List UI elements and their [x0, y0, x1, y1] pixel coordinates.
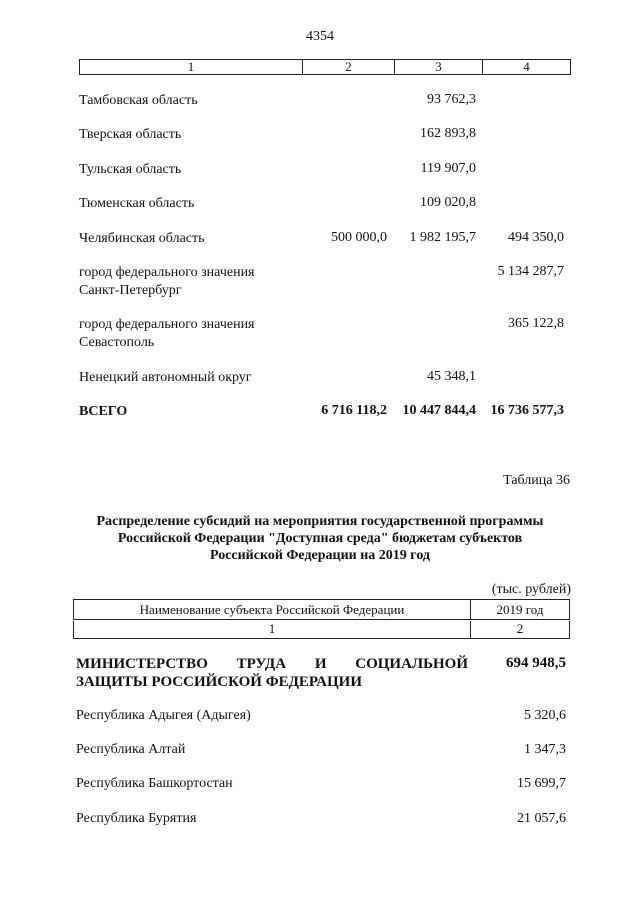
table-cell-c3: 93 762,3: [427, 92, 476, 107]
table-row-name: Тульская область: [79, 162, 182, 177]
table-cell-c2: 500 000,0: [331, 230, 387, 245]
table-cell-c4: 5 134 287,7: [497, 264, 564, 279]
col-header-1: 1: [80, 60, 303, 74]
col-header-2: 2: [303, 60, 395, 74]
table-row-name-cont: Севастополь: [79, 335, 155, 350]
table-cell-c3: 162 893,8: [420, 126, 476, 141]
total-label: ВСЕГО: [79, 404, 128, 419]
col-header-4: 4: [523, 59, 530, 74]
region-name: Республика Адыгея (Адыгея): [76, 708, 251, 723]
region-name: Республика Алтай: [76, 742, 186, 757]
region-name: Республика Башкортостан: [76, 776, 233, 791]
table-row-name: город федерального значения: [79, 317, 255, 332]
region-name: Республика Бурятия: [76, 811, 197, 826]
table-cell-c3: 109 020,8: [420, 195, 476, 210]
second-table-index-row: [73, 621, 570, 639]
units-label: (тыс. рублей): [491, 582, 571, 597]
title-line: Распределение субсидий на мероприятия государственной программы: [96, 514, 544, 529]
total-c4: 16 736 577,3: [490, 403, 564, 418]
region-value: 1 347,3: [524, 742, 566, 757]
ministry-line-1: [76, 655, 468, 673]
title-line: Российской Федерации "Доступная среда" бюджетам субъектов: [117, 531, 523, 546]
table-cell-c3: 45 348,1: [427, 369, 476, 384]
ministry-line-2: ЗАЩИТЫ РОССИЙСКОЙ ФЕДЕРАЦИИ: [76, 674, 363, 690]
header-subject-name: Наименование субъекта Российской Федерации: [74, 600, 471, 619]
region-value: 15 699,7: [517, 776, 566, 791]
second-table-header: [73, 599, 570, 620]
table-caption: Таблица 36: [503, 473, 570, 488]
ministry-word: ТРУДА: [236, 656, 287, 672]
total-c2: 6 716 118,2: [321, 403, 387, 418]
table-row-name: Ненецкий автономный округ: [79, 370, 252, 385]
table-cell-c4: 365 122,8: [508, 316, 564, 331]
col-header-3: 3: [395, 60, 483, 74]
title-line: Российской Федерации на 2019 год: [209, 548, 430, 563]
ministry-word: МИНИСТЕРСТВО: [76, 656, 208, 672]
top-table-header: [79, 59, 571, 75]
table-row-name: Тамбовская область: [79, 93, 198, 108]
page-number: 4354: [306, 29, 334, 44]
table-cell-c3: 1 982 195,7: [409, 230, 476, 245]
table-cell-c4: 494 350,0: [508, 230, 564, 245]
table-row-name: Челябинская область: [79, 231, 205, 246]
ministry-value: 694 948,5: [506, 655, 566, 671]
index-col-2: 2: [516, 621, 524, 636]
table-row-name-cont: Санкт-Петербург: [79, 283, 182, 298]
section-title: [60, 513, 580, 564]
ministry-word: И: [314, 656, 327, 672]
table-cell-c3: 119 907,0: [420, 161, 476, 176]
table-row-name: город федерального значения: [79, 265, 255, 280]
region-value: 5 320,6: [524, 708, 566, 723]
header-year: 2019 год: [496, 602, 544, 617]
table-row-name: Тверская область: [79, 127, 182, 142]
ministry-name: [76, 655, 468, 691]
total-c3: 10 447 844,4: [402, 403, 476, 418]
region-value: 21 057,6: [517, 811, 566, 826]
table-row-name: Тюменская область: [79, 196, 195, 211]
index-col-1: 1: [74, 621, 471, 638]
ministry-word: СОЦИАЛЬНОЙ: [355, 656, 468, 672]
